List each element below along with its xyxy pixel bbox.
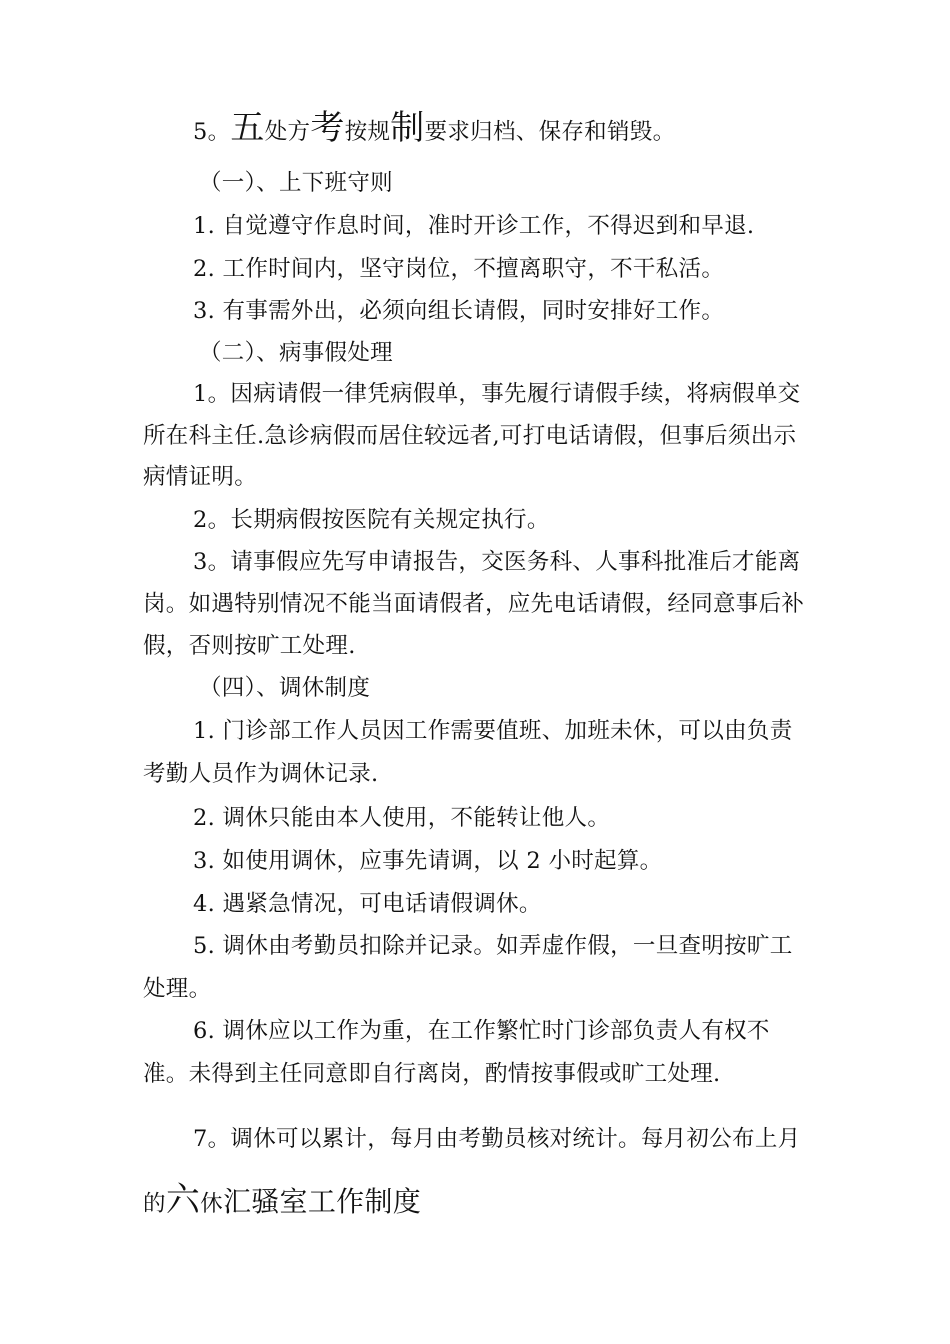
heading-large-char-3: 制 <box>390 108 425 148</box>
paragraph-line: 1。因病请假一律凭病假单，事先履行请假手续，将病假单交 <box>193 381 801 407</box>
paragraph-line: 5. 调休由考勤员扣除并记录。如弄虚作假，一旦查明按旷工 <box>193 933 793 959</box>
heading-text-3: 要求归档、保存和销毁。 <box>424 119 676 145</box>
section-heading-2: （二）、病事假处理 <box>199 340 393 366</box>
title-large-char: 六 <box>165 1180 201 1220</box>
paragraph-line: 病情证明。 <box>143 464 258 490</box>
title-small-char: 休 <box>200 1191 223 1217</box>
paragraph-line: 7。调休可以累计，每月由考勤员核对统计。每月初公布上月 <box>193 1126 801 1152</box>
heading-text-2: 按规 <box>344 119 391 145</box>
title-prefix: 的 <box>143 1191 166 1217</box>
paragraph-line: 假，否则按旷工处理. <box>143 633 356 659</box>
heading-large-char-1: 五 <box>230 108 265 148</box>
paragraph-line: 3. 如使用调休，应事先请调，以 2 小时起算。 <box>193 848 663 874</box>
heading-number: 5。 <box>193 119 231 145</box>
paragraph-line: 3. 有事需外出，必须向组长请假，同时安排好工作。 <box>193 298 725 324</box>
paragraph-line: 6. 调休应以工作为重，在工作繁忙时门诊部负责人有权不 <box>193 1018 770 1044</box>
paragraph-line: 1. 门诊部工作人员因工作需要值班、加班未休，可以由负责 <box>193 718 793 744</box>
paragraph-line: 2. 工作时间内，坚守岗位，不擅离职守，不干私活。 <box>193 256 725 282</box>
section-title-line <box>143 1180 421 1220</box>
paragraph-line: 处理。 <box>143 976 212 1002</box>
section-heading-1: （一）、上下班守则 <box>199 170 393 196</box>
paragraph-line: 岗。如遇特别情况不能当面请假者，应先电话请假，经同意事后补 <box>143 591 805 617</box>
heading-text-1: 处方 <box>264 119 311 145</box>
paragraph-line: 3。请事假应先写申请报告，交医务科、人事科批准后才能离 <box>193 549 801 575</box>
paragraph-line: 考勤人员作为调休记录. <box>143 761 379 787</box>
paragraph-line: 1. 自觉遵守作息时间，准时开诊工作，不得迟到和早退. <box>193 213 755 239</box>
heading-large-char-2: 考 <box>310 108 345 148</box>
paragraph-line: 所在科主任.急诊病假而居住较远者,可打电话请假，但事后须出示 <box>143 423 797 449</box>
paragraph-line: 2。长期病假按医院有关规定执行。 <box>193 507 550 533</box>
section-heading-4: （四）、调休制度 <box>199 675 371 701</box>
paragraph-line: 准。未得到主任同意即自行离岗，酌情按事假或旷工处理. <box>143 1061 721 1087</box>
heading-line-5 <box>193 108 675 148</box>
paragraph-line: 2. 调休只能由本人使用，不能转让他人。 <box>193 805 611 831</box>
section-title: 汇骚室工作制度 <box>222 1185 422 1218</box>
paragraph-line: 4. 遇紧急情况，可电话请假调休。 <box>193 891 542 917</box>
